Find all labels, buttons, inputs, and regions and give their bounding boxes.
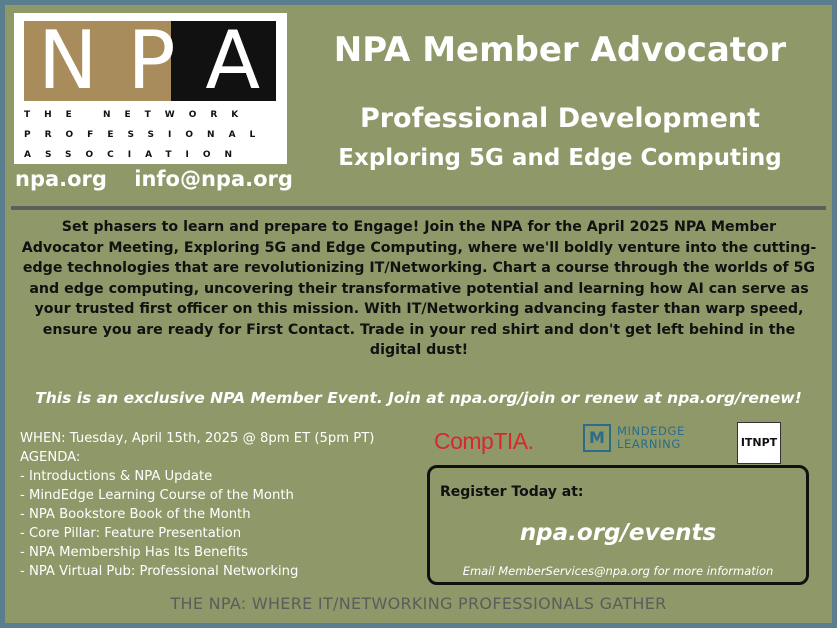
logo-subtitle bbox=[24, 105, 276, 165]
exclusive-notice: This is an exclusive NPA Member Event. Join at npa.org/join or renew at npa.org/renew! bbox=[35, 389, 802, 407]
logo-letter-p: P bbox=[127, 14, 178, 107]
itnpt-logo: ITNPT bbox=[737, 422, 781, 464]
mindedge-wordmark bbox=[617, 425, 685, 451]
logo-letter-a: A bbox=[205, 14, 263, 107]
website-link[interactable]: npa.org bbox=[15, 167, 107, 191]
npa-logo bbox=[14, 13, 287, 164]
agenda-item: - Introductions & NPA Update bbox=[20, 469, 213, 484]
logo-subtitle-line: ASSOCIATION bbox=[24, 150, 247, 160]
event-topic: Exploring 5G and Edge Computing bbox=[338, 145, 782, 171]
section-divider bbox=[11, 206, 826, 210]
logo-letter-n: N bbox=[37, 14, 100, 107]
mindedge-mark-icon: M bbox=[583, 424, 611, 452]
flyer bbox=[5, 5, 832, 623]
page-title: NPA Member Advocator bbox=[333, 30, 787, 70]
logo-letters bbox=[24, 13, 276, 109]
mindedge-line1: MINDEDGE bbox=[617, 424, 685, 438]
register-label: Register Today at: bbox=[440, 484, 584, 500]
agenda-item: - MindEdge Learning Course of the Month bbox=[20, 488, 294, 503]
register-link[interactable]: npa.org/events bbox=[519, 520, 717, 546]
footer-tagline: THE NPA: WHERE IT/NETWORKING PROFESSIONALS GATHER bbox=[170, 594, 667, 613]
agenda-item: - NPA Membership Has Its Benefits bbox=[20, 545, 248, 560]
page-subtitle: Professional Development bbox=[359, 103, 761, 134]
register-box bbox=[427, 465, 809, 585]
comptia-logo: CompTIA. bbox=[434, 428, 534, 454]
event-details bbox=[20, 429, 420, 581]
agenda-item: - NPA Virtual Pub: Professional Networking bbox=[20, 564, 299, 579]
sponsor-logos bbox=[430, 418, 790, 464]
contact-info bbox=[15, 167, 293, 191]
agenda-label: AGENDA: bbox=[20, 450, 81, 465]
agenda-item: - NPA Bookstore Book of the Month bbox=[20, 507, 251, 522]
agenda-item: - Core Pillar: Feature Presentation bbox=[20, 526, 242, 541]
logo-subtitle-line: PROFESSIONAL bbox=[24, 130, 270, 140]
event-when: WHEN: Tuesday, April 15th, 2025 @ 8pm ET (5pm PT) bbox=[20, 431, 375, 446]
email-link[interactable]: info@npa.org bbox=[134, 167, 293, 191]
mindedge-line2: LEARNING bbox=[617, 437, 681, 451]
register-email-note: Email MemberServices@npa.org for more information bbox=[462, 564, 774, 578]
event-description: Set phasers to learn and prepare to Engage! Join the NPA for the April 2025 NPA Member Advocator Meeting, Exploring 5G and Edge Computing, where we'll boldly venture into the cutting-edge technologies that are revolutionizing IT/Networking. Chart a course through the worlds of 5G and edge computing, uncovering their transformative potential and learning how AI can serve as your trusted first officer on this mission. With IT/Networking advancing faster than warp speed, ensure you are ready for First Contact. Trade in your red shirt and don't get left behind in the digital dust! bbox=[21, 219, 817, 358]
mindedge-logo bbox=[583, 424, 685, 452]
logo-subtitle-line: THE NETWORK bbox=[24, 110, 253, 120]
